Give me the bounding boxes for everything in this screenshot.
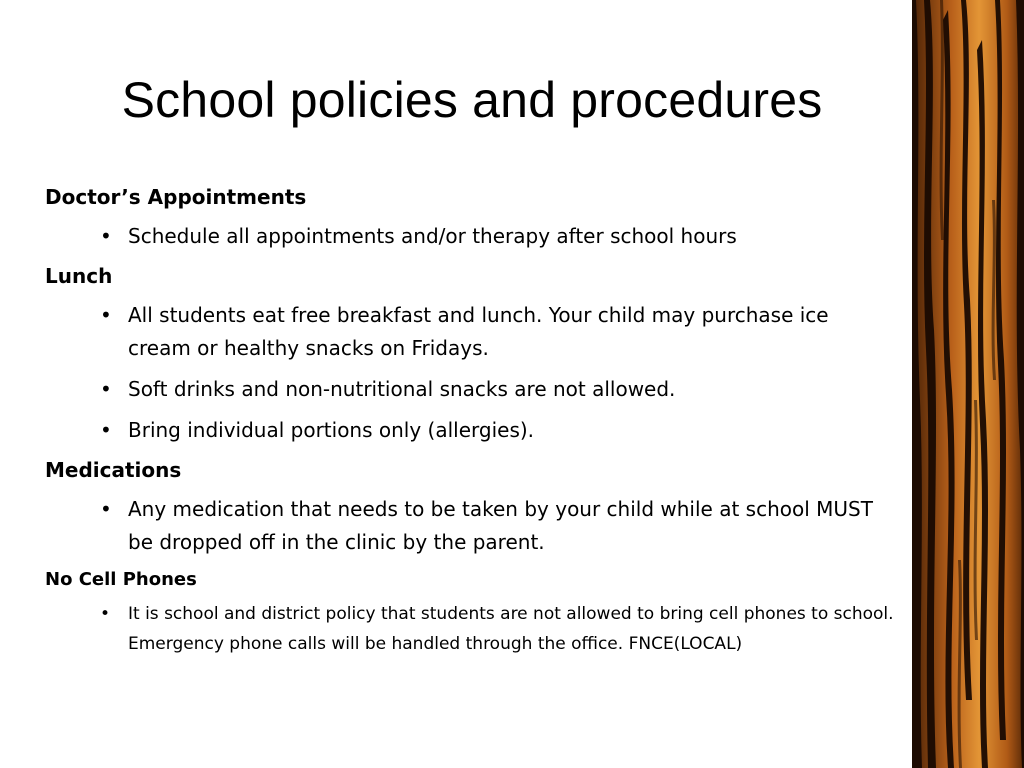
list-item: • Soft drinks and non-nutritional snacks are not allowed. xyxy=(45,373,895,406)
section-heading-medications: Medications xyxy=(45,458,182,482)
doctors-appointments-list xyxy=(45,220,895,253)
tiger-stripe-svg xyxy=(912,0,1024,768)
section-heading-doctors-appointments: Doctor’s Appointments xyxy=(45,185,307,209)
tiger-stripe-texture-icon xyxy=(912,0,1024,768)
list-item: • Bring individual portions only (allergies). xyxy=(45,414,895,447)
list-item: • Schedule all appointments and/or therapy after school hours xyxy=(45,220,895,253)
list-item: • All students eat free breakfast and lunch. Your child may purchase ice cream or healthy snacks on Fridays. xyxy=(45,299,895,365)
list-item: • It is school and district policy that students are not allowed to bring cell phones to school. Emergency phone calls will be handled through the office. FNCE(LOCAL) xyxy=(45,599,895,659)
section-heading-no-cell-phones: No Cell Phones xyxy=(45,569,197,590)
list-item: • Any medication that needs to be taken by your child while at school MUST be dropped off in the clinic by the parent. xyxy=(45,493,895,559)
section-heading-lunch: Lunch xyxy=(45,264,113,288)
slide-title: School policies and procedures xyxy=(121,72,823,128)
slide-content xyxy=(45,180,895,667)
lunch-list xyxy=(45,299,895,447)
medications-list xyxy=(45,493,895,559)
no-cell-phones-list xyxy=(45,599,895,659)
